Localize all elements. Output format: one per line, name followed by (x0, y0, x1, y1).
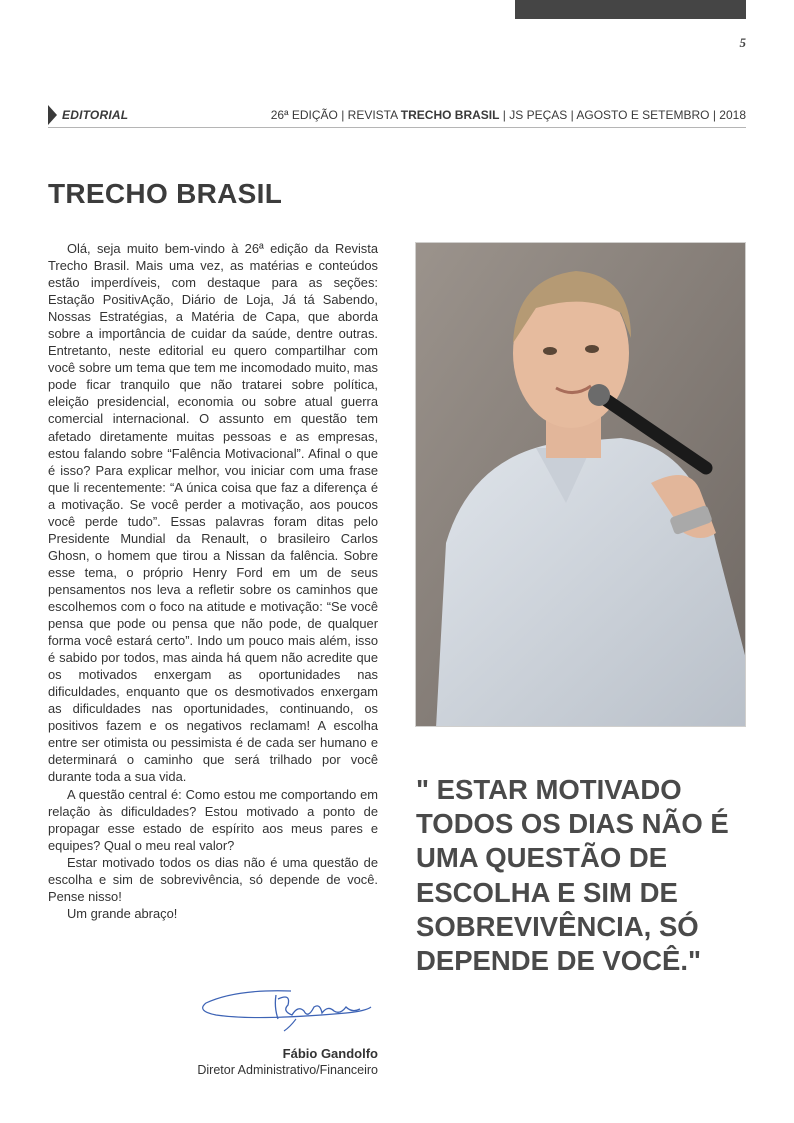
edition-info (271, 108, 746, 122)
signer-name: Fábio Gandolfo (282, 1046, 378, 1061)
body-paragraph: Um grande abraço! (67, 905, 178, 921)
signer-role: Diretor Administrativo/Financeiro (197, 1063, 378, 1077)
page-header (48, 104, 746, 128)
edition-prefix: 26ª EDIÇÃO | REVISTA (270, 108, 401, 122)
section-arrow-icon (48, 105, 57, 125)
handwritten-signature (196, 985, 376, 1035)
edition-suffix: | JS PEÇAS | AGOSTO E SETEMBRO | 2018 (499, 108, 746, 122)
pull-quote: " ESTAR MOTIVADO TODOS OS DIAS NÃO É UMA QUESTÃO DE ESCOLHA E SIM DE SOBREVIVÊNCIA, SÓ DEPENDE DE VOCÊ." (416, 774, 729, 977)
body-paragraph: Estar motivado todos os dias não é uma questão de escolha e sim de sobrevivência, só depende de você. Pense nisso! (48, 854, 378, 904)
author-photo-illustration (416, 243, 746, 727)
article-body (48, 240, 378, 922)
article-title: TRECHO BRASIL (48, 178, 283, 209)
page-number: 5 (739, 35, 746, 50)
edition-brand: TRECHO BRASIL (400, 108, 500, 122)
author-photo (415, 242, 746, 727)
body-paragraph: Olá, seja muito bem-vindo à 26ª edição da Revista Trecho Brasil. Mais uma vez, as matérias e conteúdos estão imperdíveis, com destaque para as seções: Estação PositivAção, Diário de Loja, Já tá Sabendo, Nossas Estratégias, a Matéria de Capa, que aborda sobre a importância de cuidar da saúde, dentre outras. Entretanto, neste editorial eu quero compartilhar com você sobre um tema que tem me incomodado muito, mas pode ficar tranquilo que não tratarei sobre política, eleição presidencial, economia ou sobre atual guerra comercial internacional. O assunto em questão tem afetado diretamente muitas pessoas e as empresas, estou falando sobre “Falência Motivacional”. Afinal o que é isso? Para explicar melhor, vou iniciar com uma frase que li recentemente: “A única coisa que faz a diferença é a motivação. Se você perder a motivação, aos poucos você perde tudo”. Essas palavras foram ditas pelo Presidente Mundial da Renault, o brasileiro Carlos Ghosn, o homem que tirou a Nissan da falência. Sobre esse tema, o próprio Henry Ford em um de seus pensamentos nos leva a refletir sobre os caminhos que escolhemos com o foco na atitude e motivação: “Se você pensa que pode ou pensa que não pode, de qualquer forma você estará certo”. Indo um pouco mais além, isso é sabido por todos, mas ainda há quem não acredite que os motivados enxergam as oportunidades nas dificuldades, enquanto que os desmotivados enxergam as dificuldades nas oportunidades, continuando, os positivos fazem e os negativos reclamam! A escolha entre ser otimista ou pessimista é de cada ser humano e determinará o caminho que será trilhado por você durante toda a sua vida. (48, 241, 378, 785)
body-paragraph: A questão central é: Como estou me comportando em relação às dificuldades? Estou motivado a ponto de propagar esse estado de espírito aos meus pares e equipes? Qual o meu real valor? (48, 786, 378, 853)
signature-illustration (196, 985, 376, 1035)
section-label: EDITORIAL (62, 108, 129, 122)
top-accent-bar (515, 0, 746, 19)
